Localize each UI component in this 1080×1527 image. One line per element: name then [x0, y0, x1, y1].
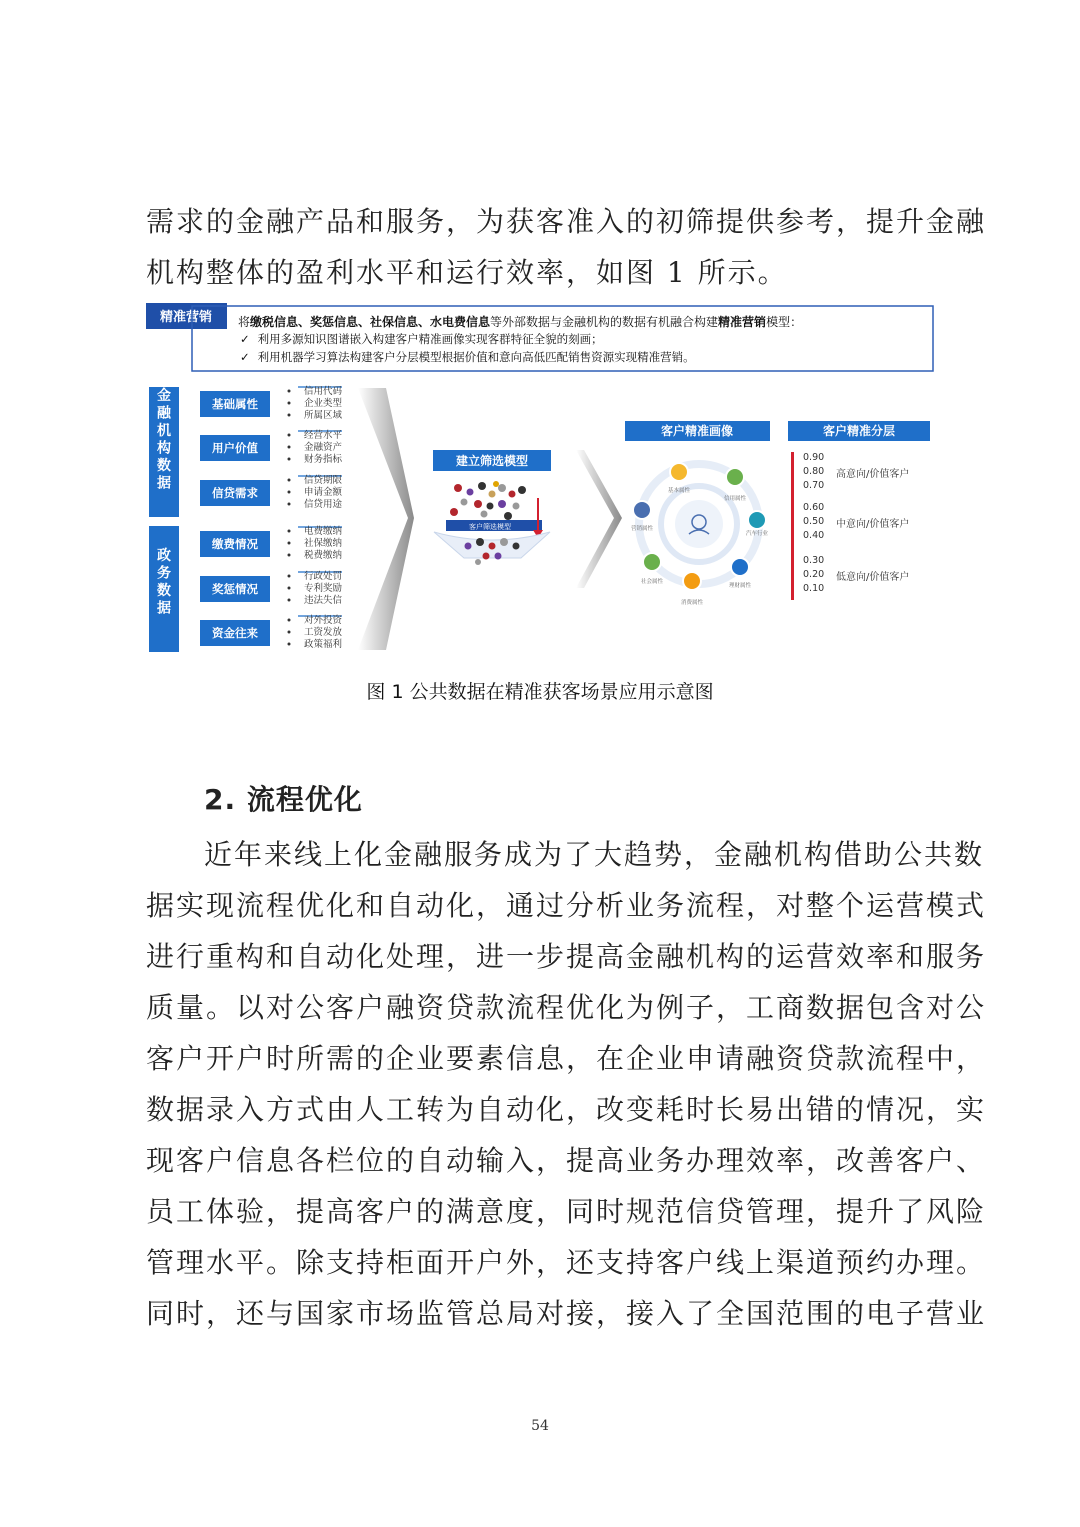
category-label: 缴费情况 [212, 537, 258, 551]
portrait-node-label: 营销属性 [630, 526, 654, 532]
category-label: 基础属性 [212, 397, 258, 411]
category-item: 电费缴纳 [304, 526, 343, 537]
group-label-bank: 金融机构数据 [157, 388, 171, 492]
layer-label: 低意向/价值客户 [836, 572, 910, 583]
category-label: 信贷需求 [212, 486, 258, 500]
banner-main: 将缴税信息、奖惩信息、社保信息、水电费信息等外部数据与金融机构的数据有机融合构建精准营销模型： [238, 315, 803, 329]
layer-value: 0.90 [803, 452, 825, 463]
layer-rows [803, 452, 909, 594]
body-line: 近年来线上化金融服务成为了大趋势，金融机构借助公共数 [204, 838, 985, 871]
body-line: 数据录入方式由人工转为自动化，改变耗时长易出错的情况，实 [146, 1093, 987, 1126]
category-item: 违法失信 [304, 595, 343, 606]
layer-value: 0.70 [803, 480, 825, 491]
portrait-node-icon [670, 463, 688, 481]
portrait-node-icon [726, 468, 744, 486]
bullet-dot [288, 414, 291, 417]
category-item: 社保缴纳 [304, 538, 343, 549]
layer-value: 0.80 [803, 466, 825, 477]
bullet-dot [288, 554, 291, 557]
portrait-node-label: 汽车行业 [745, 531, 769, 537]
layer-value: 0.60 [803, 502, 825, 513]
body-line: 质量。以对公客户融资贷款流程优化为例子，工商数据包含对公 [146, 991, 987, 1024]
layer-value: 0.20 [803, 569, 825, 580]
bullet-dot [288, 402, 291, 405]
bullet-dot [288, 643, 291, 646]
category-item: 对外投资 [304, 615, 343, 626]
portrait-node-label: 基本属性 [667, 488, 691, 494]
bullet-dot [288, 479, 291, 482]
section-heading: 2. 流程优化 [204, 783, 363, 816]
category-item: 政策福利 [304, 639, 343, 650]
bullet-dot [288, 434, 291, 437]
category-item: 专利奖励 [304, 583, 343, 594]
category-item: 信贷期限 [304, 475, 343, 486]
chevron-arrow-1 [358, 388, 414, 650]
portrait-node-icon [643, 553, 661, 571]
body-line: 员工体验，提高客户的满意度，同时规范信贷管理，提升了风险 [146, 1195, 987, 1228]
page-number: 54 [531, 1418, 549, 1434]
tag-label: 精准营销 [159, 310, 213, 325]
banner-bullet-1: ✓ 利用多源知识图谱嵌入构建客户精准画像实现客群特征全貌的刻画； [240, 332, 603, 346]
body-line: 客户开户时所需的企业要素信息，在企业申请融资贷款流程中， [146, 1042, 987, 1075]
category-item: 所属区域 [304, 410, 343, 421]
category-item: 税费缴纳 [304, 550, 343, 561]
body-line: 同时，还与国家市场监管总局对接，接入了全国范围的电子营业 [146, 1297, 987, 1330]
body-line: 管理水平。除支持柜面开户外，还支持客户线上渠道预约办理。 [146, 1246, 987, 1279]
category-item: 信贷用途 [304, 499, 343, 510]
figure-diagram [146, 300, 938, 658]
bullet-dot [288, 458, 291, 461]
category-label: 奖惩情况 [212, 582, 258, 596]
category-item: 行政处罚 [304, 571, 343, 582]
layer-value: 0.30 [803, 555, 825, 566]
funnel-label: 客户筛选模型 [469, 523, 511, 531]
bullet-dot [288, 599, 291, 602]
category-item: 工资发放 [304, 627, 343, 638]
group-label-gov: 政务数据 [157, 548, 171, 617]
layer-value: 0.50 [803, 516, 825, 527]
bullet-dot [288, 575, 291, 578]
portrait-title: 客户精准画像 [660, 424, 734, 438]
bullet-dot [288, 491, 291, 494]
portrait-node-icon [683, 572, 701, 590]
portrait-diagram [631, 463, 769, 606]
portrait-node-label: 消费属性 [680, 600, 704, 606]
bullet-dot [288, 587, 291, 590]
bullet-dot [288, 390, 291, 393]
category-label: 用户价值 [212, 441, 258, 455]
category-rows [200, 385, 343, 650]
paragraph-line: 需求的金融产品和服务，为获客准入的初筛提供参考，提升金融 [146, 205, 987, 238]
bullet-dot [288, 530, 291, 533]
model-title: 建立筛选模型 [455, 454, 529, 468]
category-label: 资金往来 [212, 626, 258, 640]
body-line: 进行重构和自动化处理，进一步提高金融机构的运营效率和服务 [146, 940, 987, 973]
bullet-dot [288, 542, 291, 545]
bullet-dot [288, 446, 291, 449]
portrait-node-icon [731, 558, 749, 576]
portrait-node-icon [748, 511, 766, 529]
body-line: 据实现流程优化和自动化，通过分析业务流程，对整个运营模式 [146, 889, 987, 922]
banner-bullet-2: ✓ 利用机器学习算法构建客户分层模型根据价值和意向高低匹配销售资源实现精准营销。 [240, 350, 695, 364]
portrait-node-label: 社会属性 [640, 579, 664, 585]
layer-label: 高意向/价值客户 [836, 469, 910, 480]
category-item: 金融资产 [304, 442, 343, 453]
category-item: 经营水平 [304, 430, 343, 441]
bullet-dot [288, 631, 291, 634]
bullet-dot [288, 619, 291, 622]
body-line: 现客户信息各栏位的自动输入，提高业务办理效率，改善客户、 [146, 1144, 987, 1177]
layer-value: 0.10 [803, 583, 825, 594]
paragraph-line: 机构整体的盈利水平和运行效率，如图 1 所示。 [146, 256, 788, 289]
portrait-node-icon [633, 501, 651, 519]
category-item: 申请金额 [304, 487, 343, 498]
layer-label: 中意向/价值客户 [836, 519, 910, 530]
layer-title: 客户精准分层 [822, 424, 896, 438]
layer-gradient-bar [791, 452, 794, 600]
category-item: 企业类型 [304, 398, 343, 409]
category-item: 财务指标 [304, 454, 343, 465]
category-item: 信用代码 [304, 386, 343, 397]
figure-caption: 图 1 公共数据在精准获客场景应用示意图 [366, 681, 714, 703]
model-dots-top [450, 481, 526, 520]
portrait-node-label: 信用属性 [723, 496, 747, 502]
portrait-node-label: 理财属性 [728, 583, 752, 589]
layer-value: 0.40 [803, 530, 825, 541]
chevron-arrow-2 [576, 450, 622, 588]
bullet-dot [288, 503, 291, 506]
